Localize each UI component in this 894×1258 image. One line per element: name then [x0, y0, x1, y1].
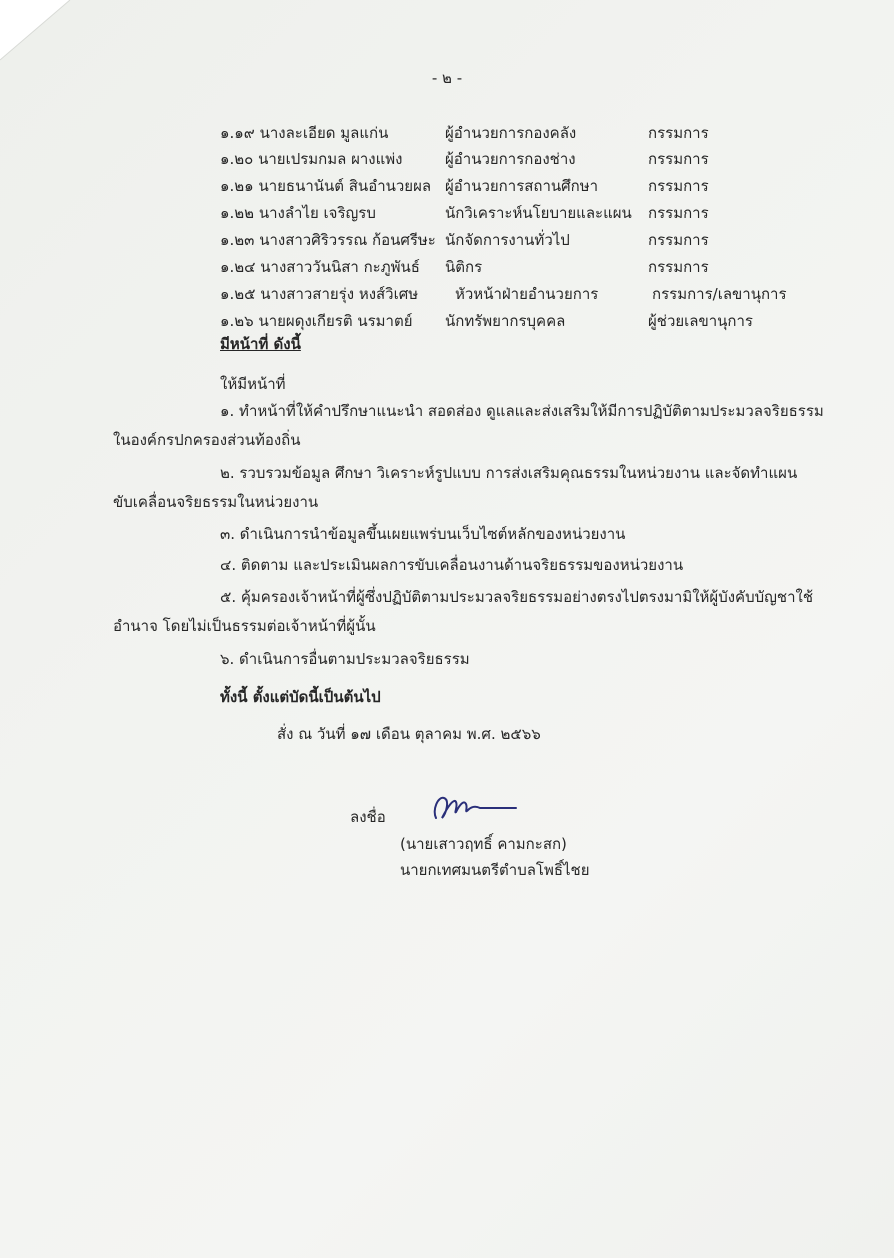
- member-name: ๑.๒๑ นายธนานันต์ สินอำนวยผล: [220, 177, 432, 195]
- duties-intro: ให้มีหน้าที่: [220, 375, 286, 393]
- closing-statement: ทั้งนี้ ตั้งแต่บัดนี้เป็นต้นไป: [220, 688, 381, 706]
- member-role: กรรมการ/เลขานุการ: [652, 285, 787, 303]
- order-date: สั่ง ณ วันที่ ๑๗ เดือน ตุลาคม พ.ศ. ๒๕๖๖: [277, 725, 541, 743]
- member-position: ผู้อำนวยการสถานศึกษา: [445, 177, 599, 195]
- duty-6: ๖. ดำเนินการอื่นตามประมวลจริยธรรม: [220, 650, 470, 668]
- member-position: ผู้อำนวยการกองคลัง: [445, 124, 577, 142]
- duty-3: ๓. ดำเนินการนำข้อมูลขึ้นเผยแพร่บนเว็บไซต์หลักของหน่วยงาน: [220, 525, 626, 543]
- member-role: กรรมการ: [648, 177, 709, 195]
- member-name: ๑.๒๓ นางสาวศิริวรรณ ก้อนศรีษะ: [220, 231, 436, 249]
- duty-4: ๔. ติดตาม และประเมินผลการขับเคลื่อนงานด้านจริยธรรมของหน่วยงาน: [220, 556, 684, 574]
- member-name: ๑.๑๙ นางละเอียด มูลแก่น: [220, 124, 389, 142]
- duty-1-line-1: ๑. ทำหน้าที่ให้คำปรึกษาแนะนำ สอดส่อง ดูแลและส่งเสริมให้มีการปฏิบัติตามประมวลจริยธรรม: [220, 402, 824, 420]
- duty-5-line-1: ๕. คุ้มครองเจ้าหน้าที่ผู้ซึ่งปฏิบัติตามประมวลจริยธรรมอย่างตรงไปตรงมามิให้ผู้บังคับบัญชาใช้: [220, 588, 814, 606]
- member-position: ผู้อำนวยการกองช่าง: [445, 150, 576, 168]
- duty-2-line-2: ขับเคลื่อนจริยธรรมในหน่วยงาน: [113, 493, 319, 511]
- member-name: ๑.๒๕ นางสาวสายรุ่ง หงส์วิเศษ: [220, 285, 419, 303]
- duties-heading: มีหน้าที่ ดังนี้: [220, 335, 301, 353]
- member-position: นักทรัพยากรบุคคล: [445, 312, 566, 330]
- handwritten-signature: [430, 788, 520, 828]
- member-position: นิติกร: [445, 258, 483, 276]
- signer-name: (นายเสาวฤทธิ์ คามกะสก): [400, 835, 567, 853]
- member-role: กรรมการ: [648, 204, 709, 222]
- member-position: นักวิเคราะห์นโยบายและแผน: [445, 204, 632, 222]
- page-number: - ๒ -: [431, 69, 463, 87]
- member-name: ๑.๒๖ นายผดุงเกียรติ นรมาตย์: [220, 312, 413, 330]
- member-name: ๑.๒๔ นางสาววันนิสา กะภูพันธ์: [220, 258, 420, 276]
- member-role: กรรมการ: [648, 124, 709, 142]
- duty-2-line-1: ๒. รวบรวมข้อมูล ศึกษา วิเคราะห์รูปแบบ การส่งเสริมคุณธรรมในหน่วยงาน และจัดทำแผน: [220, 464, 798, 482]
- member-role: ผู้ช่วยเลขานุการ: [648, 312, 753, 330]
- member-position: หัวหน้าฝ่ายอำนวยการ: [455, 285, 599, 303]
- sign-label: ลงชื่อ: [350, 808, 386, 826]
- duty-5-line-2: อำนาจ โดยไม่เป็นธรรมต่อเจ้าหน้าที่ผู้นั้น: [113, 617, 376, 635]
- member-position: นักจัดการงานทั่วไป: [445, 231, 570, 249]
- member-role: กรรมการ: [648, 231, 709, 249]
- signer-title: นายกเทศมนตรีตำบลโพธิ์ไชย: [400, 861, 590, 879]
- member-name: ๑.๒๒ นางลำไย เจริญรบ: [220, 204, 376, 222]
- duty-1-line-2: ในองค์กรปกครองส่วนท้องถิ่น: [113, 431, 301, 449]
- member-name: ๑.๒๐ นายเปรมกมล ผางแพ่ง: [220, 150, 403, 168]
- member-role: กรรมการ: [648, 150, 709, 168]
- member-role: กรรมการ: [648, 258, 709, 276]
